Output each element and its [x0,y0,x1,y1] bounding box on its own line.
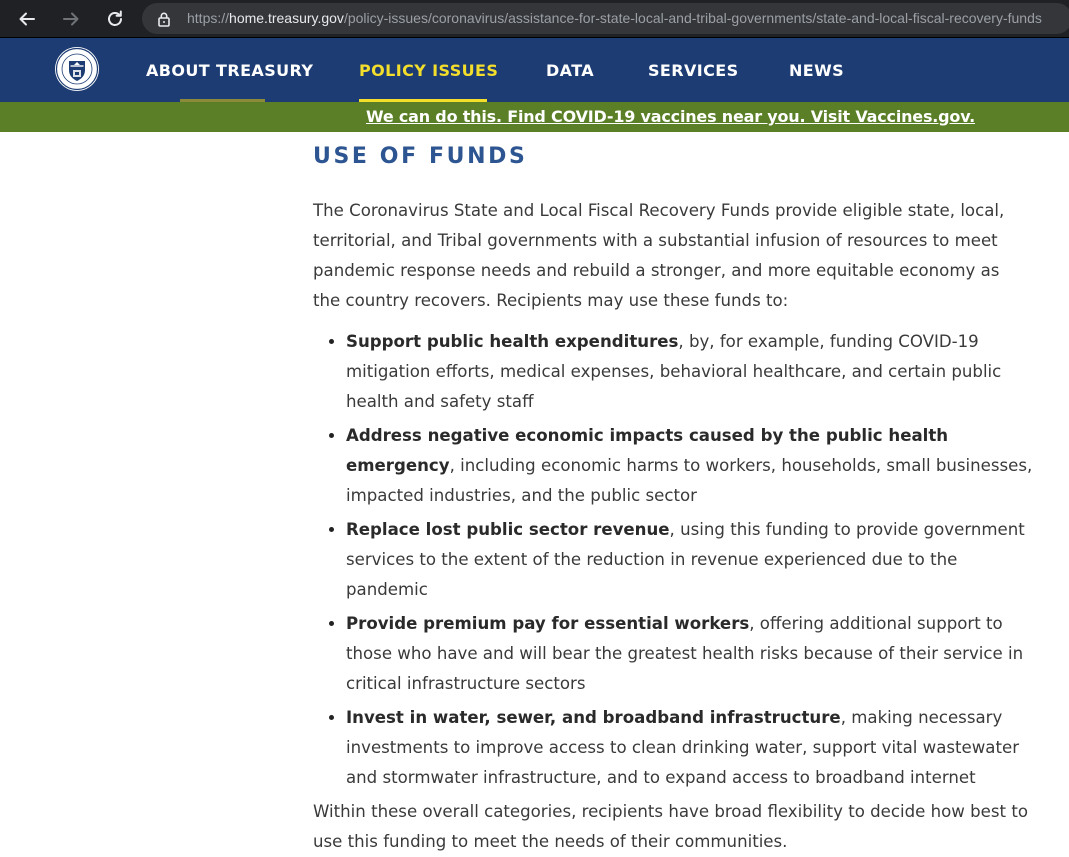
nav-data[interactable] [546,38,594,102]
url-text [187,10,1042,26]
back-button[interactable] [13,5,41,33]
address-bar[interactable] [142,3,1069,34]
treasury-seal-logo[interactable] [54,46,100,92]
use-description: , using this funding to provide government services to the extent of the reduction in revenue experienced due to the pandemic [346,520,1025,599]
main-content [313,132,1043,857]
use-heading: Replace lost public sector revenue [346,520,670,539]
nav-news[interactable] [789,38,844,102]
intro-paragraph: The Coronavirus State and Local Fiscal Recovery Funds provide eligible state, local, territorial, and Tribal governments with a substantial infusion of resources to meet pandemic response needs and rebuild a stronger, and more equitable economy as the country recovers. Recipients may use these funds to: [313,201,1005,310]
list-item [346,515,1043,605]
list-item [346,327,1043,417]
page-title: USE OF FUNDS [313,144,528,169]
nav-policy-issues[interactable] [359,38,498,102]
use-description: , including economic harms to workers, households, small businesses, impacted industries, and the public sector [346,456,1033,505]
url-scheme: https:// [187,10,230,26]
closing-paragraph: Within these overall categories, recipients have broad flexibility to decide how best to use this funding to meet the needs of their communities. [313,802,1028,851]
use-description: , offering additional support to those who have and will bear the greatest health risks because of their service in critical infrastructure sectors [346,614,1024,693]
list-item [346,703,1043,793]
url-host: home.treasury.gov [229,10,344,26]
nav-services-label: SERVICES [648,60,739,80]
site-header [0,38,1069,102]
list-item [346,421,1043,511]
browser-toolbar [0,0,1069,38]
lock-icon[interactable] [156,11,172,27]
nav-services[interactable] [648,38,739,102]
nav-about-treasury-label: ABOUT TREASURY [146,60,314,80]
use-description: , making necessary investments to improve access to clean drinking water, support vital wastewater and stormwater infrastructure, and to expand access to broadband internet [346,708,1020,787]
list-item [346,609,1043,699]
forward-button[interactable] [57,5,85,33]
url-path: /policy-issues/coronavirus/assistance-for-state-local-and-tribal-governments/state-and-local-fiscal-recovery-funds [343,10,1042,26]
forward-arrow-icon [61,9,81,29]
nav-about-treasury[interactable] [146,38,313,102]
uses-list [313,327,1043,793]
use-heading: Provide premium pay for essential workers [346,614,750,633]
use-description: , by, for example, funding COVID-19 mitigation efforts, medical expenses, behavioral healthcare, and certain public health and safety staff [346,332,1002,411]
nav-news-label: NEWS [789,60,845,80]
back-arrow-icon [17,9,37,29]
covid-vaccine-banner [0,102,1069,132]
reload-icon [105,9,125,29]
use-heading: Support public health expenditures [346,332,679,351]
use-heading: Address negative economic impacts caused by the public health emergency [346,426,949,475]
reload-button[interactable] [101,5,129,33]
use-heading: Invest in water, sewer, and broadband infrastructure [346,708,841,727]
nav-data-label: DATA [546,60,595,80]
nav-policy-issues-label: POLICY ISSUES [359,60,499,80]
vaccines-gov-link[interactable]: We can do this. Find COVID-19 vaccines near you. Visit Vaccines.gov. [365,107,975,126]
